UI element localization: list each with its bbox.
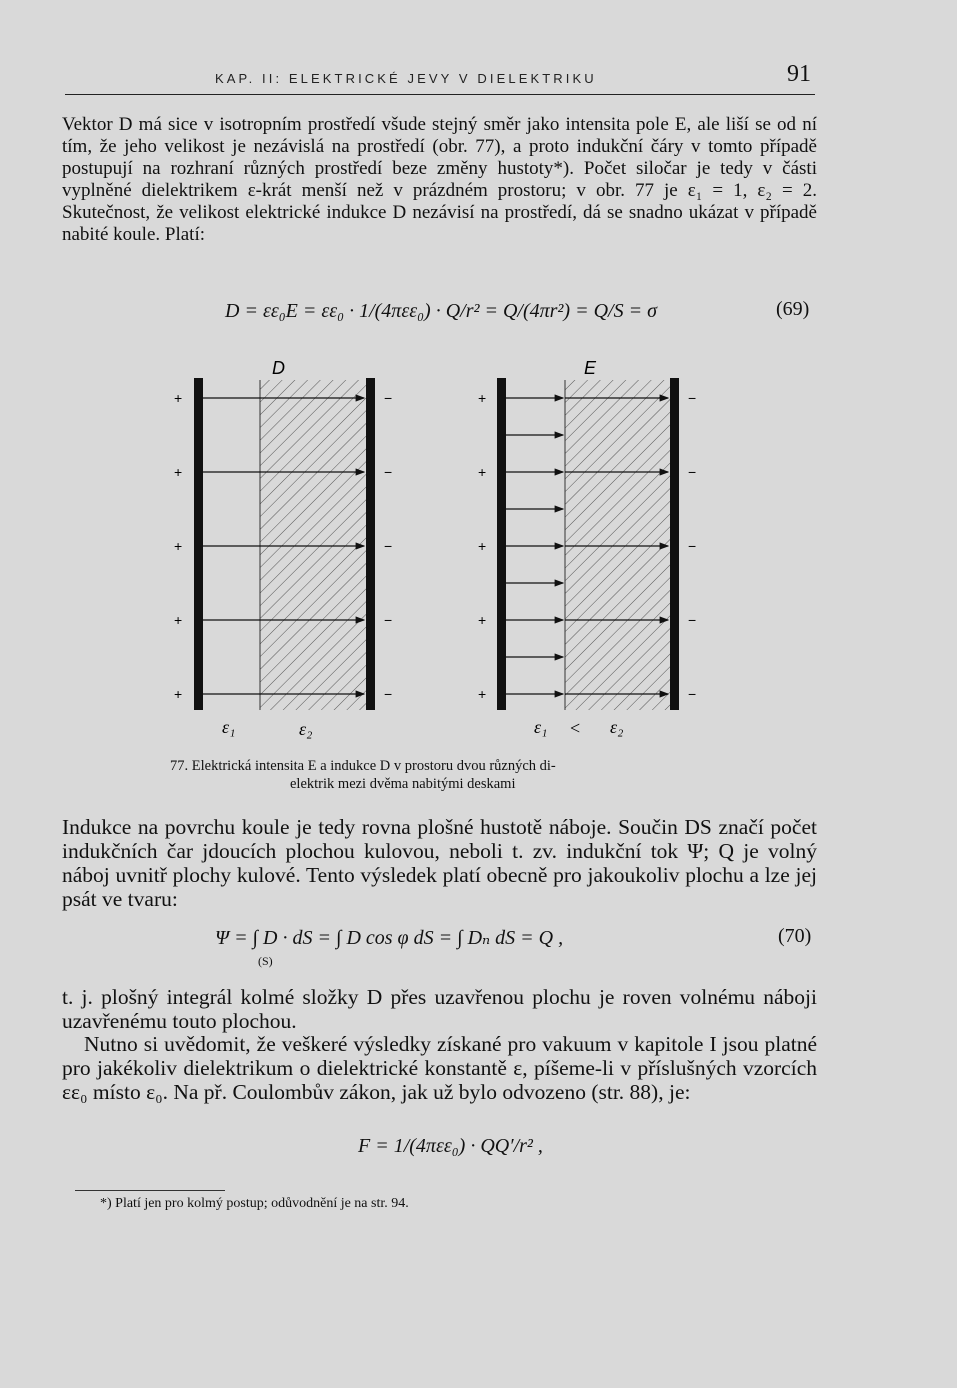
svg-text:−: −: [384, 612, 393, 628]
svg-text:+: +: [478, 538, 487, 554]
label-eps2-left: ε₂: [299, 719, 313, 739]
page-number: 91: [787, 61, 811, 87]
svg-text:+: +: [174, 538, 183, 554]
running-head: KAP. II: ELEKTRICKÉ JEVY V DIELEKTRIKU: [215, 71, 597, 86]
svg-text:+: +: [174, 390, 183, 406]
svg-text:+: +: [174, 464, 183, 480]
paragraph-surface-integral: t. j. plošný integrál kolmé složky D přes uzavřenou plochu je roven volnému náboji uzavřenému touto plochou.: [62, 985, 817, 1033]
svg-text:−: −: [688, 686, 697, 702]
svg-text:−: −: [688, 390, 697, 406]
svg-text:−: −: [384, 686, 393, 702]
equation-70: [0, 920, 957, 970]
equation-70-subscript: (S): [258, 954, 273, 968]
plate-right-positive: [497, 378, 506, 710]
label-eps2-right: ε₂: [610, 717, 624, 737]
equation-69-body: D = εε₀E = εε₀ · 1/(4πεε₀) · Q/r² = Q/(4πr²) = Q/S = σ: [225, 300, 657, 322]
footnote-rule: [75, 1190, 225, 1191]
label-eps1-left: ε₁: [222, 717, 236, 737]
equation-69-number: (69): [776, 298, 810, 320]
svg-text:+: +: [174, 612, 183, 628]
svg-text:+: +: [174, 686, 183, 702]
label-d: D: [272, 358, 285, 378]
caption-line-2: elektrik mezi dvěma nabitými deskami: [290, 776, 516, 792]
svg-text:+: +: [478, 686, 487, 702]
label-e: E: [584, 358, 597, 378]
equation-coulomb: [0, 1125, 957, 1175]
label-eps1-right: ε₁: [534, 717, 548, 737]
caption-line-1: 77. Elektrická intensita E a indukce D v prostoru dvou různých di-: [170, 758, 556, 774]
dielectric-left-hatch: [260, 380, 368, 710]
svg-text:−: −: [688, 612, 697, 628]
svg-text:+: +: [478, 390, 487, 406]
svg-text:−: −: [688, 538, 697, 554]
e-field-lines-vacuum: [506, 398, 563, 694]
dielectric-right-hatch: [565, 380, 671, 710]
plate-right-negative: [670, 378, 679, 710]
figure-caption: [170, 757, 730, 793]
svg-text:−: −: [384, 464, 393, 480]
paragraph-induction-surface: Indukce na povrchu koule je tedy rovna plošné hustotě náboje. Součin DS značí počet indukčních čar jdoucích plochou kulovou, neboli t. zv. indukční tok Ψ; Q je volný náboj uvnitř plochy kulové. Tento výsledek platí obecně pro jakoukoliv plochu a lze jej psát ve tvaru:: [62, 815, 817, 911]
equation-coulomb-body: F = 1/(4πεε₀) · QQ′/r² ,: [358, 1135, 543, 1157]
svg-text:+: +: [478, 464, 487, 480]
svg-text:+: +: [478, 612, 487, 628]
plate-left-positive: [194, 378, 203, 710]
equation-70-body: Ψ = ∫ D · dS = ∫ D cos φ dS = ∫ Dₙ dS = Q ,: [215, 927, 564, 949]
svg-text:−: −: [384, 390, 393, 406]
paragraph-vector-d: Vektor D má sice v isotropním prostředí všude stejný směr jako intensita pole E, ale liší se od ní tím, že jeho velikost je nezávislá na prostředí (obr. 77), a proto indukční čáry v tomto případě postupují na rozhraní různých prostředí beze změny hustoty*). Počet siločar je tedy v části vyplněné dielektrikem ε-krát menší než v prázdném prostoru; v obr. 77 je ε₁ = 1, ε₂ = 2. Skutečnost, že velikost elektrické indukce D nezávisí na prostředí, dá se snadno ukázat v případě nabité koule. Platí:: [62, 114, 817, 245]
svg-text:−: −: [384, 538, 393, 554]
plate-left-negative: [366, 378, 375, 710]
paragraph-coulomb-intro: Nutno si uvědomit, že veškeré výsledky získané pro vakuum v kapitole I jsou platné pro jakékoliv dielektrikum o dielektrické konstantě ε, píšeme-li v příslušných vzorcích εε₀ místo ε₀. Na př. Coulombův zákon, jak už bylo odvozeno (str. 88), je:: [62, 1032, 817, 1104]
footnote: *) Platí jen pro kolmý postup; odůvodnění je na str. 94.: [100, 1196, 409, 1211]
equation-70-number: (70): [778, 925, 812, 947]
svg-text:−: −: [688, 464, 697, 480]
label-less-than: <: [570, 718, 581, 738]
